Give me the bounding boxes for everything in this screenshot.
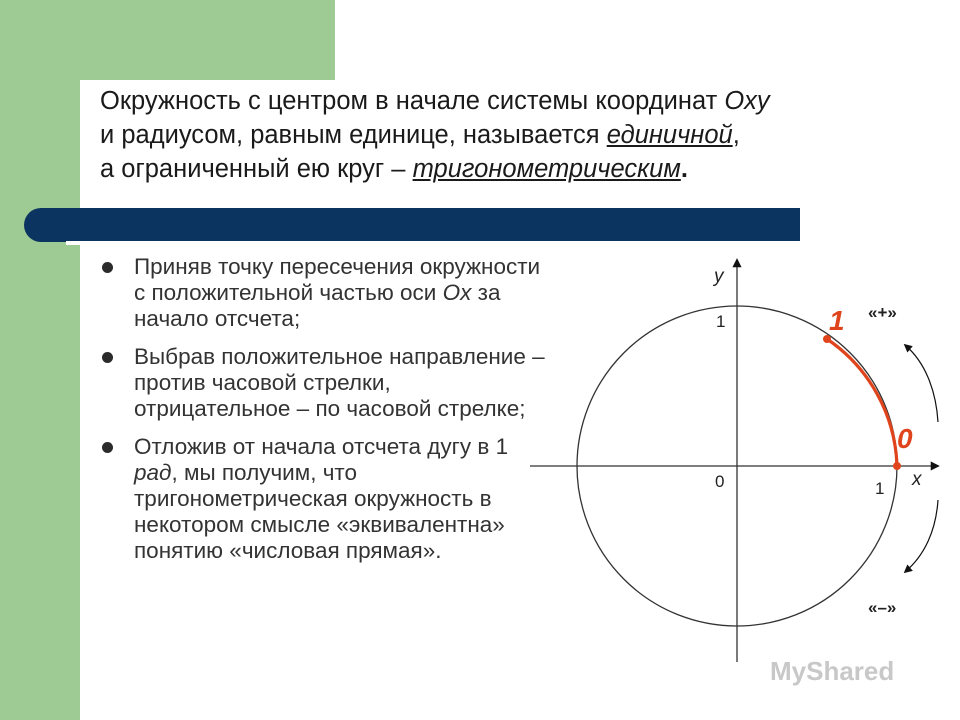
arc-end-label: 1 (829, 305, 845, 336)
x-axis-label: x (912, 469, 922, 490)
title-line2: и радиусом, равным единице, называется (100, 121, 607, 149)
negative-direction-arrow-icon (905, 500, 938, 572)
term-unit: единичной (606, 121, 733, 149)
x-tick-label: 1 (875, 479, 885, 498)
term-trig: тригонометрическим (412, 155, 681, 183)
list-item: Приняв точку пересечения окружности с положительной частью оси Ox за начало отсчета; (100, 254, 550, 332)
list-item: Отложив от начала отсчета дугу в 1 рад, мы получим, что тригонометрическая окружность в некотором смысле «эквивалентна» понятию «числовая прямая». (100, 434, 550, 564)
positive-direction-arrow-icon (905, 345, 938, 422)
positive-direction-label: «+» (868, 303, 897, 322)
watermark-logo: MyShared (770, 656, 895, 686)
title-line1: Окружность с центром в начале системы координат (100, 87, 725, 115)
arc-end-point (823, 335, 831, 343)
negative-direction-label: «–» (868, 598, 897, 617)
y-axis-label: y (714, 266, 724, 287)
origin-label: 0 (715, 472, 725, 491)
arc-one-radian (827, 339, 897, 466)
title-line3-end: . (680, 155, 688, 183)
arc-start-label: 0 (897, 423, 913, 454)
title-oxy: Oxy (724, 87, 770, 115)
title-line3: а ограниченный ею круг – (100, 155, 413, 183)
list-item: Выбрав положительное направление – против часовой стрелки, отрицательное – по часовой стрелке; (100, 344, 550, 422)
arc-start-point (893, 462, 901, 470)
y-tick-label: 1 (716, 312, 726, 331)
title-line2-end: , (732, 121, 740, 149)
